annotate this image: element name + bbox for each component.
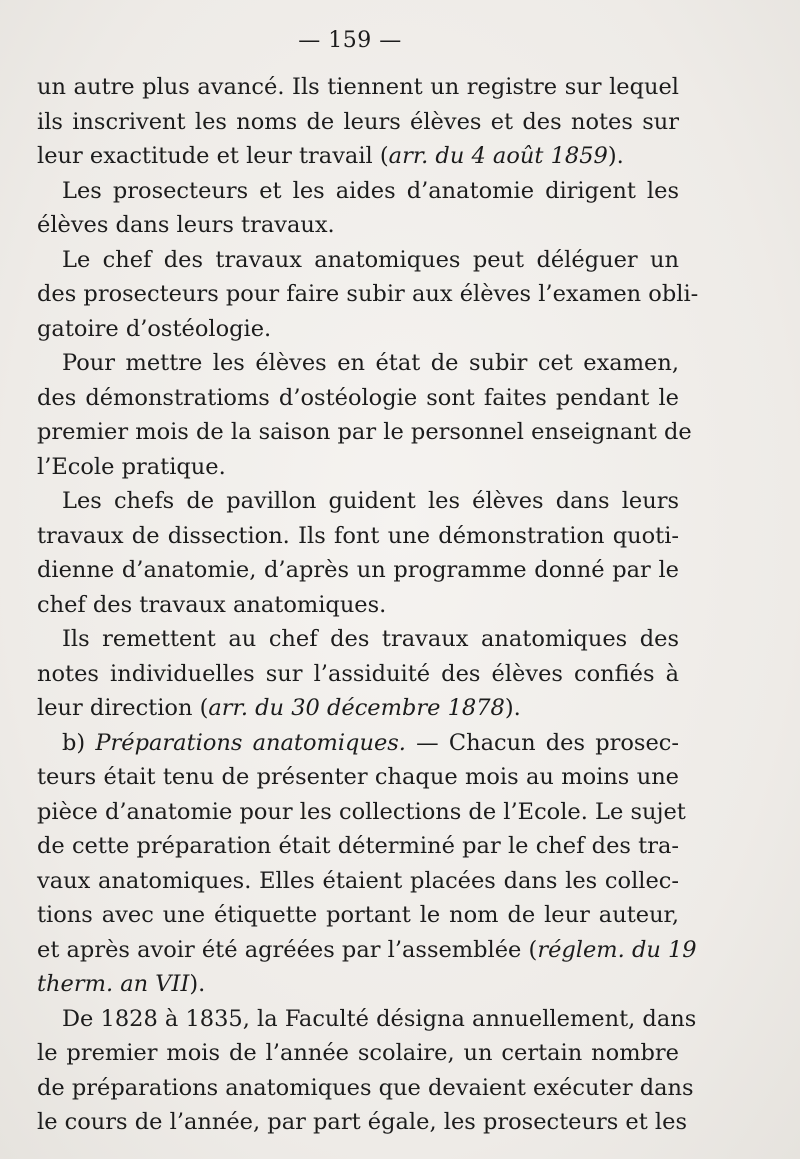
text-line (37, 726, 679, 761)
text-line: pièce d’anatomie pour les collections de l’Ecole. Le sujet (37, 798, 686, 825)
citation-italic: arr. du 4 août 1859 (388, 143, 608, 169)
text-line: de cette préparation était déterminé par le chef des tra- (37, 833, 679, 859)
text-line: de préparations anatomiques que devaient exécuter dans (37, 1074, 694, 1101)
text-segment: ). (189, 971, 206, 997)
text-line: dienne d’anatomie, d’après un programme donné par le (37, 557, 679, 583)
section-heading-italic: Préparations anatomiques. (95, 729, 406, 756)
text-segment: b) (62, 729, 96, 756)
text-segment: leur exactitude et leur travail ( (37, 143, 389, 169)
text-line: premier mois de la saison par le personnel enseignant de (37, 419, 692, 445)
text-line: l’Ecole pratique. (37, 453, 226, 480)
text-line: Le chef des travaux anatomiques peut déléguer un (62, 246, 679, 273)
text-line: vaux anatomiques. Elles étaient placées dans les collec- (37, 867, 679, 894)
page-number: — 159 — (298, 28, 402, 53)
text-segment: — Chacun des prosec- (405, 729, 679, 756)
text-line (37, 933, 697, 968)
text-line: le premier mois de l’année scolaire, un certain nombre (37, 1040, 679, 1066)
citation-italic: réglem. du 19 (537, 936, 697, 963)
text-line: Les chefs de pavillon guident les élèves dans leurs (62, 488, 679, 514)
text-line: De 1828 à 1835, la Faculté désigna annuellement, dans (62, 1005, 697, 1032)
text-line (37, 967, 679, 1002)
text-segment: ). (607, 143, 624, 169)
text-line: tions avec une étiquette portant le nom de leur auteur, (37, 902, 679, 928)
text-line: le cours de l’année, par part égale, les prosecteurs et les (37, 1109, 687, 1135)
text-line: ils inscrivent les noms de leurs élèves et des notes sur (37, 108, 679, 135)
text-segment: et après avoir été agréées par l’assemblée ( (37, 936, 538, 963)
text-line: un autre plus avancé. Ils tiennent un registre sur lequel (37, 74, 679, 100)
body-text (37, 70, 699, 1140)
text-line: notes individuelles sur l’assiduité des élèves confiés à (37, 660, 679, 687)
text-line: des prosecteurs pour faire subir aux élèves l’examen obli- (37, 281, 699, 307)
citation-italic: therm. an VII (37, 971, 190, 997)
text-line: Pour mettre les élèves en état de subir cet examen, (62, 350, 679, 376)
text-line: Les prosecteurs et les aides d’anatomie dirigent les (62, 177, 679, 204)
text-segment: leur direction ( (37, 695, 209, 721)
text-line: des démonstratioms d’ostéologie sont faites pendant le (37, 384, 679, 411)
text-line: travaux de dissection. Ils font une démonstration quoti- (37, 522, 679, 549)
text-line (37, 691, 679, 726)
text-line (37, 139, 679, 174)
text-line: gatoire d’ostéologie. (37, 315, 272, 342)
text-line: teurs était tenu de présenter chaque mois au moins une (37, 764, 679, 790)
text-line: Ils remettent au chef des travaux anatomiques des (62, 626, 679, 652)
text-line: chef des travaux anatomiques. (37, 591, 387, 618)
text-segment: ). (504, 695, 521, 721)
text-line: élèves dans leurs travaux. (37, 212, 335, 238)
citation-italic: arr. du 30 décembre 1878 (208, 695, 505, 721)
